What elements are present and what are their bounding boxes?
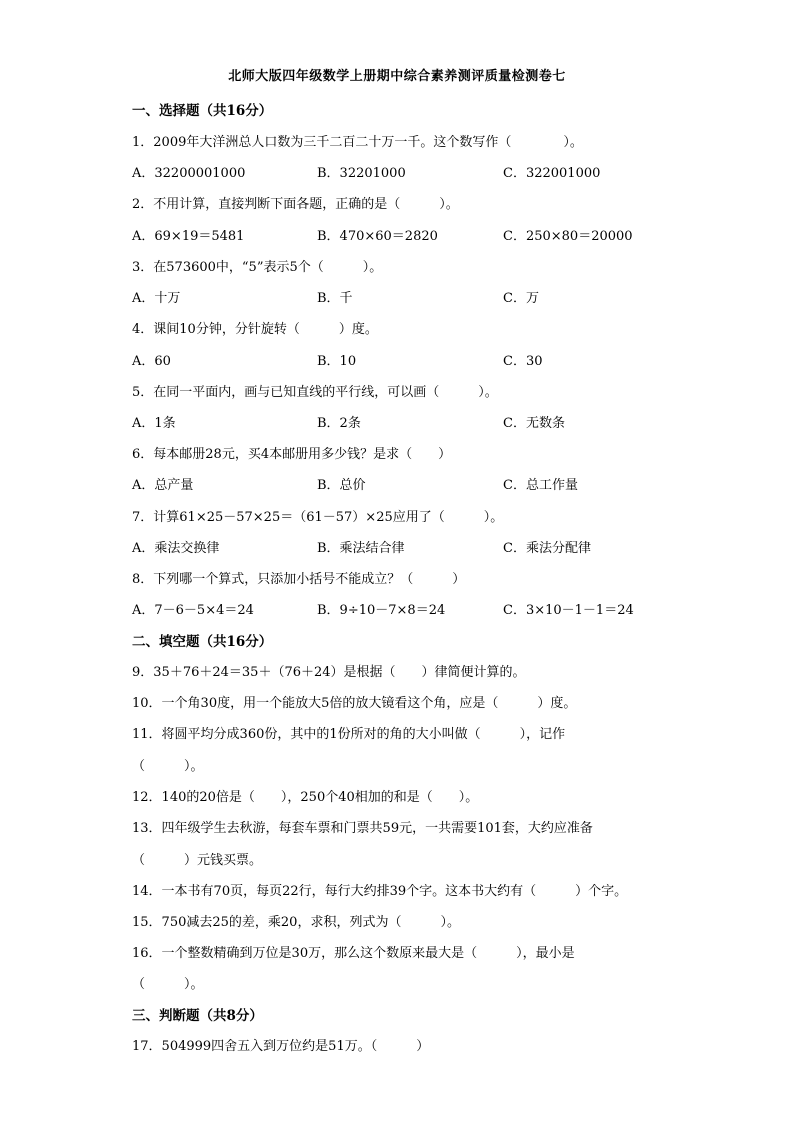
question-1-stem: 1．2009年大洋洲总人口数为三千二百二十万一千。这个数写作（ ）。 bbox=[132, 135, 583, 150]
question-13-line-2: （ ）元钱买票。 bbox=[132, 853, 263, 868]
question-5-option-b: B．2条 bbox=[317, 416, 361, 431]
question-1-option-a: A．32200001000 bbox=[132, 166, 246, 181]
question-8-option-a: A．7－6－5×4＝24 bbox=[132, 603, 254, 618]
question-5-option-c: C．无数条 bbox=[503, 416, 565, 431]
section-heading-judge: 三、判断题（共8分） bbox=[132, 1008, 263, 1024]
page-title: 北师大版四年级数学上册期中综合素养测评质量检测卷七 bbox=[228, 69, 566, 84]
question-7-stem: 7．计算61×25－57×25＝（61－57）×25应用了（ ）。 bbox=[132, 510, 504, 525]
question-11-line-1: 11．将圆平均分成360份，其中的1份所对的角的大小叫做（ ），记作 bbox=[132, 727, 566, 742]
question-5-option-a: A．1条 bbox=[132, 416, 176, 431]
question-7-option-b: B．乘法结合律 bbox=[317, 541, 405, 556]
question-8-option-c: C．3×10－1－1＝24 bbox=[503, 603, 634, 618]
question-6-option-c: C．总工作量 bbox=[503, 478, 578, 493]
question-1-option-b: B．32201000 bbox=[317, 166, 406, 181]
question-11-line-2: （ ）。 bbox=[132, 759, 204, 774]
question-8-option-b: B．9÷10－7×8＝24 bbox=[317, 603, 446, 618]
question-3-option-b: B．千 bbox=[317, 291, 353, 306]
question-13-line-1: 13．四年级学生去秋游，每套车票和门票共59元，一共需要101套，大约应准备 bbox=[132, 821, 593, 836]
question-16-line-2: （ ）。 bbox=[132, 977, 204, 992]
question-17: 17．504999四舍五入到万位约是51万。（ ） bbox=[132, 1039, 430, 1054]
question-7-option-c: C．乘法分配律 bbox=[503, 541, 591, 556]
question-2-stem: 2．不用计算，直接判断下面各题，正确的是（ ）。 bbox=[132, 197, 459, 212]
question-6-option-a: A．总产量 bbox=[132, 478, 194, 493]
question-4-option-b: B．10 bbox=[317, 354, 357, 369]
question-6-stem: 6．每本邮册28元，买4本邮册用多少钱？是求（ ） bbox=[132, 447, 452, 462]
question-4-stem: 4．课间10分钟，分针旋转（ ）度。 bbox=[132, 322, 378, 337]
question-9: 9．35＋76＋24＝35＋（76＋24）是根据（ ）律简便计算的。 bbox=[132, 665, 526, 680]
question-14: 14．一本书有70页，每页22行，每行大约排39个字。这本书大约有（ ）个字。 bbox=[132, 884, 628, 899]
question-12: 12．140的20倍是（ ），250个40相加的和是（ ）。 bbox=[132, 790, 479, 805]
question-3-option-a: A．十万 bbox=[132, 291, 181, 306]
section-heading-choice: 一、选择题（共16分） bbox=[132, 103, 273, 119]
question-8-stem: 8．下列哪一个算式，只添加小括号不能成立？（ ） bbox=[132, 572, 466, 587]
question-2-option-a: A．69×19＝5481 bbox=[132, 229, 245, 244]
question-1-option-c: C．322001000 bbox=[503, 166, 601, 181]
question-15: 15．750减去25的差，乘20，求积，列式为（ ）。 bbox=[132, 915, 460, 930]
question-2-option-b: B．470×60＝2820 bbox=[317, 229, 438, 244]
question-3-stem: 3．在573600中，“5”表示5个（ ）。 bbox=[132, 260, 383, 275]
question-2-option-c: C．250×80＝20000 bbox=[503, 229, 633, 244]
question-7-option-a: A．乘法交换律 bbox=[132, 541, 220, 556]
question-16-line-1: 16．一个整数精确到万位是30万，那么这个数原来最大是（ ），最小是 bbox=[132, 946, 575, 961]
section-heading-fill-blank: 二、填空题（共16分） bbox=[132, 634, 273, 650]
question-10: 10．一个角30度，用一个能放大5倍的放大镜看这个角，应是（ ）度。 bbox=[132, 696, 577, 711]
question-6-option-b: B．总价 bbox=[317, 478, 366, 493]
question-5-stem: 5．在同一平面内，画与已知直线的平行线，可以画（ ）。 bbox=[132, 385, 498, 400]
question-4-option-a: A．60 bbox=[132, 354, 171, 369]
question-3-option-c: C．万 bbox=[503, 291, 539, 306]
question-4-option-c: C．30 bbox=[503, 354, 543, 369]
